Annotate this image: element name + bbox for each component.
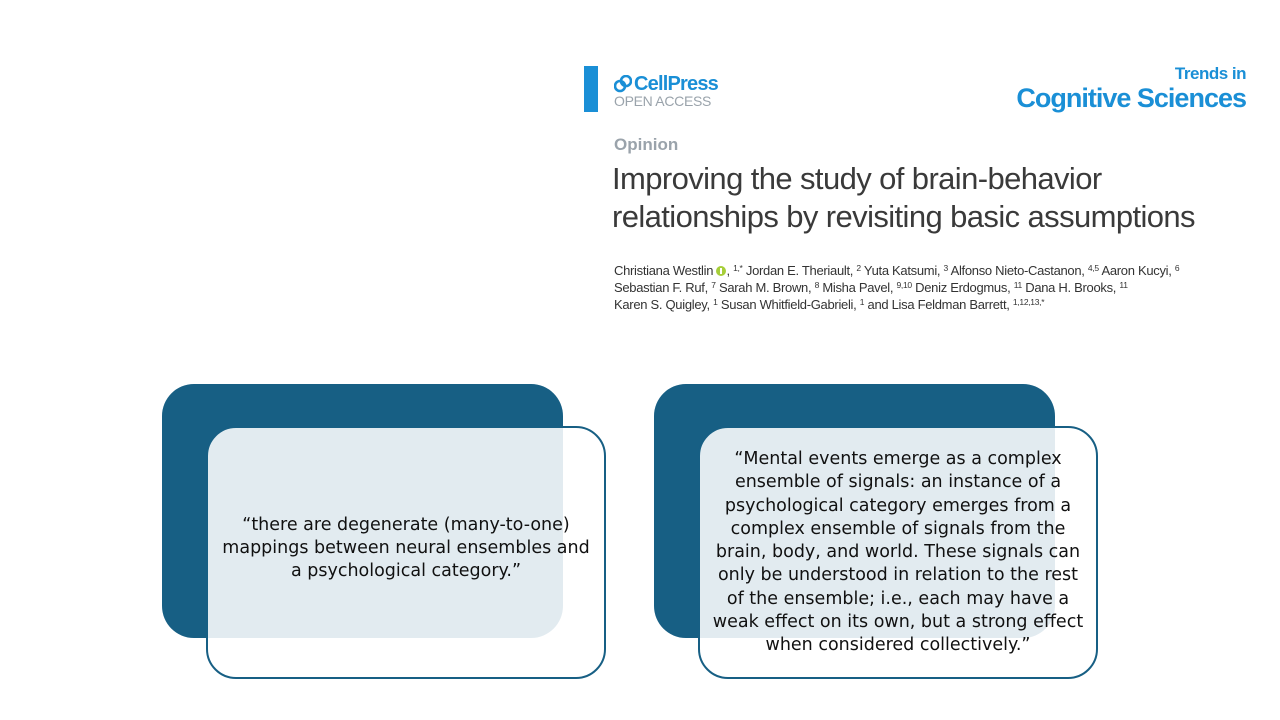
- author-list: Christiana Westlin , $^{1,*}$ Jordan E. Theriault, $^2$ Yuta Katsumi, $^3$ Alfonso Nieto-Castanon, $^{4,5}$ Aaron Kucyi, $^6$ Sebastian F. Ruf, $^7$ Sarah M. Brown, $^8$ Misha Pavel, $^{9,10}$ Deniz Erdogmus, $^{11}$ Dana H. Brooks, $^{11}$ Karen S. Quigley, $^1$ Susan Whitfield-Gabrieli, $^1$ and Lisa Feldman Barrett, $^{1,12,13,*}$: [614, 263, 1180, 312]
- author-name: and Lisa Feldman Barrett: [867, 297, 1007, 312]
- cellpress-logo: [614, 74, 718, 108]
- author-affiliation: 11: [1013, 280, 1022, 290]
- author-name: Alfonso Nieto-Castanon: [950, 263, 1082, 278]
- author-affiliation: 2: [856, 263, 861, 273]
- author-affiliation: 1: [859, 297, 865, 307]
- publisher-sub: OPEN ACCESS: [614, 93, 712, 109]
- paper-title: Improving the study of brain-behavior relationships by revisiting basic assumptions: [612, 161, 1195, 234]
- author-name: Yuta Katsumi: [863, 263, 937, 278]
- accent-bar: [584, 66, 598, 112]
- author-affiliation: 9,10: [896, 280, 912, 290]
- author-name: Sarah M. Brown: [718, 280, 808, 295]
- author-name: Susan Whitfield-Gabrieli: [720, 297, 854, 312]
- quote-text: “there are degenerate (many-to-one) mappings between neural ensembles and a psychological category.”: [222, 514, 590, 582]
- author-affiliation: 4,5: [1087, 263, 1099, 273]
- author-affiliation: 1,*: [733, 263, 743, 273]
- author-affiliation: 1: [713, 297, 718, 307]
- author-affiliation: 6: [1174, 263, 1180, 273]
- article-type: Opinion: [614, 135, 679, 154]
- author-affiliation: 11: [1119, 280, 1128, 290]
- journal-name: [1016, 64, 1246, 112]
- journal-name-top: Trends in: [1174, 64, 1246, 83]
- author-affiliation: 3: [943, 263, 948, 273]
- quote-card-body: [206, 426, 606, 679]
- author-affiliation: 1,12,13,*: [1012, 297, 1045, 307]
- author-name: Karen S. Quigley: [614, 297, 707, 312]
- author-name: Dana H. Brooks: [1025, 280, 1113, 295]
- quote-text: “Mental events emerge as a complex ensemble of signals: an instance of a psychological category emerges from a complex ensemble of signals from the brain, body, and world. These signals can only be understood in relation to the rest of the ensemble; i.e., each may have a weak effect on its own, but a strong effect when considered collectively.”: [712, 449, 1084, 656]
- author-name: Christiana Westlin: [614, 263, 714, 278]
- paper-header: [584, 62, 1264, 322]
- cellpress-logo-icon: [614, 75, 632, 93]
- orcid-icon: [716, 266, 726, 276]
- quote-card-body: [698, 426, 1098, 679]
- author-name: Misha Pavel: [822, 280, 890, 295]
- author-affiliation: 7: [711, 280, 716, 290]
- author-name: Sebastian F. Ruf: [614, 280, 705, 295]
- journal-name-main: Cognitive Sciences: [1016, 83, 1246, 113]
- author-affiliation: 8: [814, 280, 820, 290]
- author-name: Jordan E. Theriault: [745, 263, 850, 278]
- author-name: Deniz Erdogmus: [915, 280, 1008, 295]
- publisher-name: CellPress: [634, 73, 718, 95]
- author-name: Aaron Kucyi: [1101, 263, 1169, 278]
